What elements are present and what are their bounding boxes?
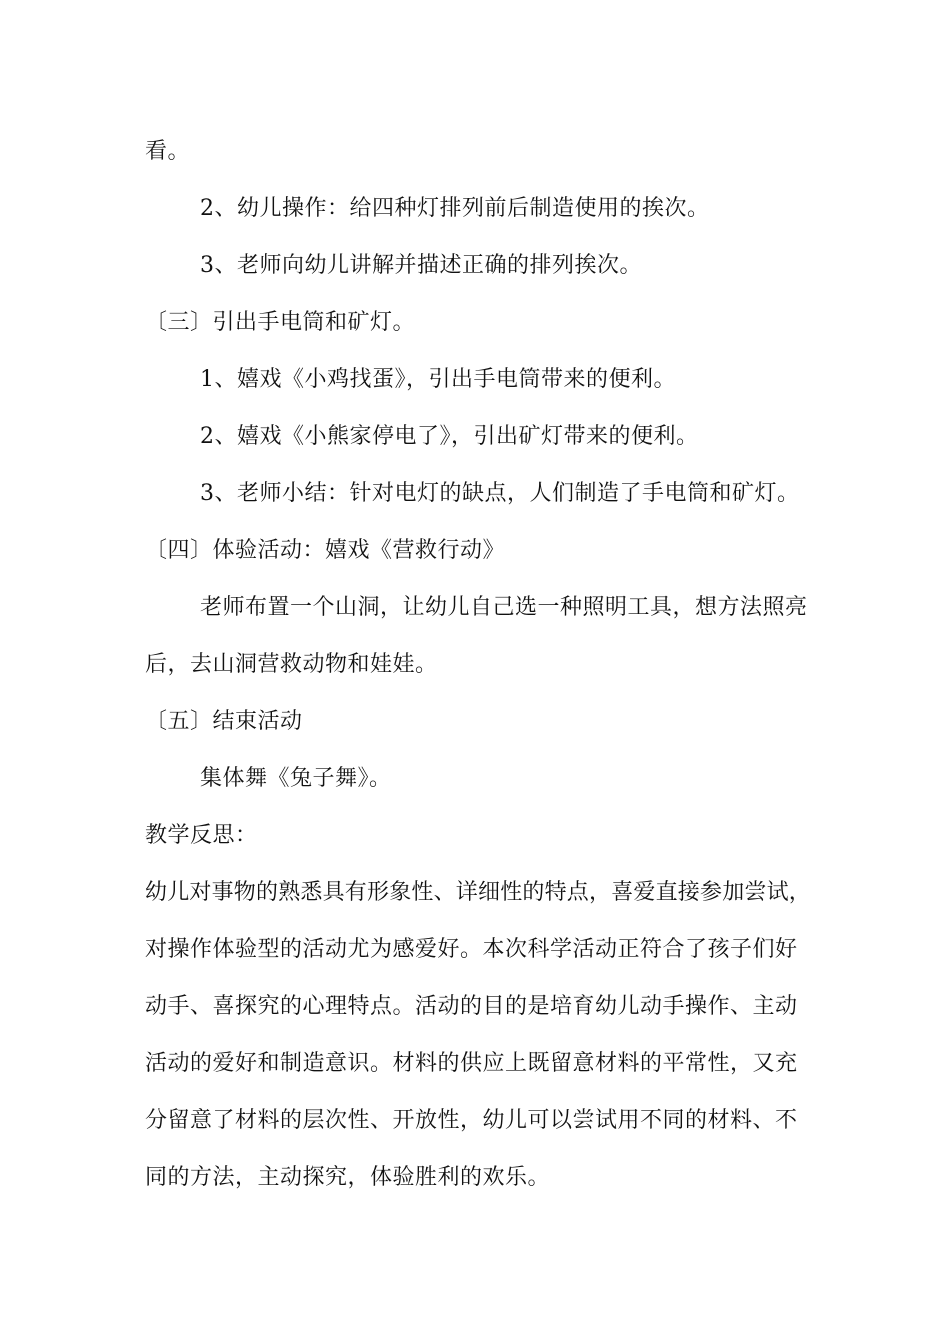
reflection-line-5: 分留意了材料的层次性、开放性，幼儿可以尝试用不同的材料、不 <box>145 1108 798 1133</box>
reflection-line-6: 同的方法，主动探究，体验胜利的欢乐。 <box>145 1165 551 1190</box>
reflection-heading: 教学反思： <box>145 823 258 848</box>
section-heading-4: 〔四〕体验活动：嬉戏《营救行动》 <box>145 538 506 563</box>
section-heading-5: 〔五〕结束活动 <box>145 709 303 734</box>
reflection-line-4: 活动的爱好和制造意识。材料的供应上既留意材料的平常性，又充 <box>145 1051 798 1076</box>
reflection-line-3: 动手、喜探究的心理特点。活动的目的是培育幼儿动手操作、主动 <box>145 994 798 1019</box>
text-line-1: 看。 <box>145 139 191 164</box>
text-line-10: 后，去山洞营救动物和娃娃。 <box>145 652 438 677</box>
reflection-line-1: 幼儿对事物的熟悉具有形象性、详细性的特点，喜爱直接参加尝试， <box>145 880 812 905</box>
section-heading-3: 〔三〕引出手电筒和矿灯。 <box>145 310 416 335</box>
text-line-3: 3、老师向幼儿讲解并描述正确的排列挨次。 <box>200 253 642 278</box>
text-line-12: 集体舞《兔子舞》。 <box>200 766 392 791</box>
text-line-9: 老师布置一个山洞，让幼儿自己选一种照明工具，想方法照亮 <box>200 595 808 620</box>
text-line-7: 3、老师小结：针对电灯的缺点，人们制造了手电筒和矿灯。 <box>200 481 800 506</box>
text-line-5: 1、嬉戏《小鸡找蛋》，引出手电筒带来的便利。 <box>200 367 676 392</box>
text-line-2: 2、幼儿操作：给四种灯排列前后制造使用的挨次。 <box>200 196 710 221</box>
text-line-6: 2、嬉戏《小熊家停电了》，引出矿灯带来的便利。 <box>200 424 699 449</box>
reflection-line-2: 对操作体验型的活动尤为感爱好。本次科学活动正符合了孩子们好 <box>145 937 798 962</box>
